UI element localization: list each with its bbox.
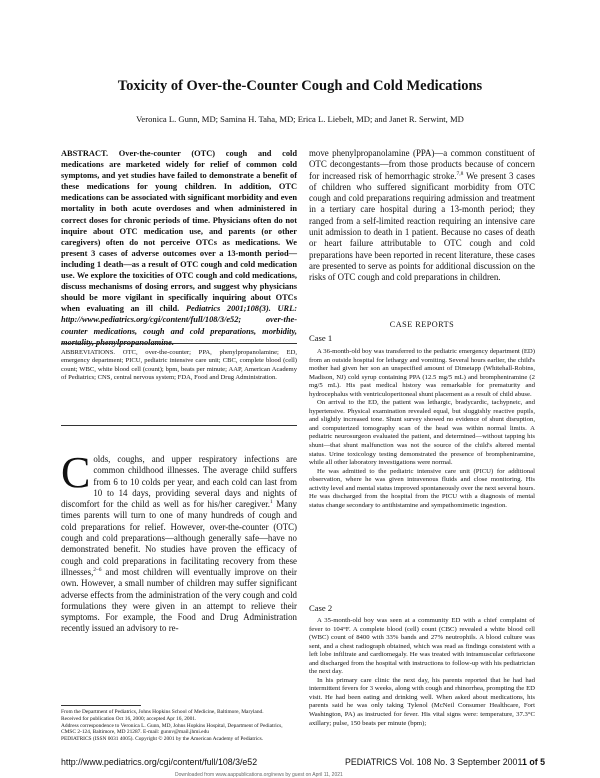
- footer-journal: PEDIATRICS Vol. 108 No. 3 September 2001: [345, 757, 523, 767]
- footnote-copyright: PEDIATRICS (ISSN 0031 4005). Copyright © 2001 by the American Academy of Pediatrics.: [61, 736, 264, 743]
- right-intro-text: move phenylpropanolamine (PPA)—a common constituent of OTC decongestants—from those products because of concern for increased risk of hemorrhagic stroke.: [309, 148, 535, 181]
- case1-body: [309, 348, 535, 510]
- case1-heading: Case 1: [309, 333, 333, 343]
- intro-text-2: Many times parents will turn to one of many hundreds of cough and cold preparations for relief. However, over-the-counter (OTC) cough and cold preparations—although generally safe—have no demonstrated benefit. No studies have proven the efficacy of cough and cold preparations in facilitating recovery from these illnesses,: [61, 499, 297, 577]
- case2-heading: Case 2: [309, 603, 333, 613]
- intro-text-3: and most children will eventually improve on their own. However, a small number of children may suffer significant adverse effects from the administration of the very cough and cold formulations they were given in an attempt to relieve their symptoms. For example, the Food and Drug Administration recently issued an advisory to re-: [61, 566, 297, 634]
- abstract-text: Over-the-counter (OTC) cough and cold medications are marketed widely for relief of common cold symptoms, and yet studies have failed to demonstrate a benefit of these medications for young children. In addition, OTC medications can be associated with significant morbidity and even mortality in both acute overdoses and when administered in correct doses for chronic periods of time. Physicians often do not inquire about OTC medication use, and parents (or other caregivers) often do not perceive OTCs as medications. We present 3 cases of adverse outcomes over a 13-month period—including 1 death—as a result of OTC cough and cold medication use. We explore the toxicities of OTC cough and cold medications, discuss mechanisms of dosing errors, and suggest why physicians should be more vigilant in specifically inquiring about OTCs when evaluating an ill child.: [61, 149, 297, 314]
- case1-paragraph: A 36-month-old boy was transferred to the pediatric emergency department (ED) from an outside hospital for lethargy and vomiting. Several hours earlier, the child's mother had given her son an unspecified amount of Dimetapp (Whitehall-Robins, Madison, NJ) cold syrup containing PPA (12.5 mg/5 mL) and brompheniramine (2 mg/5 mL). His past medical history was remarkable for prematurity and hydrocephalus with ventriculoperitoneal shunt placement as a result of child abuse.: [309, 348, 535, 398]
- author-list: Veronica L. Gunn, MD; Samina H. Taha, MD; Erica L. Liebelt, MD; and Janet R. Serwint, MD: [136, 114, 464, 124]
- footer-page-number: 1 of 5: [522, 757, 545, 767]
- ref-1: 1: [269, 499, 273, 506]
- case2-paragraph: In his primary care clinic the next day, his parents reported that he had had intermittent fevers for 3 weeks, along with cough and rhinorrhea, prompting the ED visit. He had been eating and drinking well. When asked about medications, his parents said he was only taking Tylenol (McNeil Consumer Healthcare, Fort Washington, PA) as instructed for fever. His vital signs were: temperature, 37.3°C axillary; pulse, 150 beats per minute (bpm);: [309, 676, 535, 727]
- footnote-rule: [61, 705, 141, 706]
- section-heading-case-reports: CASE REPORTS: [389, 320, 455, 329]
- footnotes: [61, 709, 297, 743]
- abstract-keywords: over-the-counter medications, cough and cold preparations, morbidity, mortality, phenylpropanolamine.: [61, 315, 297, 347]
- ref-7-8: 7,8: [456, 170, 464, 177]
- intro-text: olds, coughs, and upper respiratory infections are common childhood illnesses. The average child suffers from 6 to 10 colds per year, and each cold can last from 10 to 14 days, providing several days and nights of discomfort for the child as well as for his/her caregiver.: [61, 454, 297, 510]
- abstract-label: ABSTRACT.: [61, 149, 109, 158]
- case2-body: [309, 617, 535, 728]
- footnote-received: Received for publication Oct 16, 2000; accepted Apr 16, 2001.: [61, 715, 197, 722]
- abbreviations: ABBREVIATIONS. OTC, over-the-counter; PPA, phenylpropanolamine; ED, emergency department; PICU, pediatric intensive care unit; CBC, complete blood (cell) count; WBC, white blood cell (count); bpm, beats per minute; AAP, American Academy of Pediatrics; CNS, central nervous system; FDA, Food and Drug Administration.: [61, 349, 297, 382]
- ref-2: 2–6: [93, 567, 102, 573]
- abbreviations-bottom-rule: [61, 425, 297, 426]
- abstract: [61, 148, 297, 348]
- download-watermark: Downloaded from www.aappublications.org/news by guest on April 11, 2021: [175, 772, 343, 778]
- right-intro-text-2: We present 3 cases of children who suffered significant morbidity from OTC cough and cold preparations requiring admission and treatment in a tertiary care hospital during a 13-month period; they ranged from a self-limited reaction requiring an intensive care unit admission to death in 1 patient. Because no cases of death or heart failure attributable to OTC cough and cold preparations have been reported in recent literature, these cases are presented to serve as points for additional discussion on the risks of OTC cough and cold preparations in children.: [309, 170, 536, 283]
- abbreviations-top-rule: [61, 343, 297, 344]
- case2-paragraph: A 35-month-old boy was seen at a community ED with a chief complaint of fever to 104°F. A complete blood (cell) count (CBC) revealed a white blood cell (WBC) count of 8400 with 33% bands and 27% neutrophils. A blood culture was sent, and a chest radiograph obtained, which was read as findings consistent with a left lobe infiltrate and cardiomegaly. He was treated with intramuscular ceftriaxone and discharged from the hospital with instructions to follow-up with his pediatrician the next day.: [309, 617, 535, 676]
- introduction: [61, 448, 297, 635]
- right-intro: [309, 148, 535, 284]
- drop-cap: C: [61, 448, 91, 497]
- case1-paragraph: On arrival to the ED, the patient was lethargic, bradycardic, tachypneic, and hypertensive. Physical examination revealed equal, but sluggishly reactive pupils, and slightly increased tone. Shunt survey showed no evidence of shunt disruption, and computerized tomography scan of the head was within normal limits. A pediatric neurosurgeon evaluated the patient, and determined—without tapping his shunt—that shunt malfunction was not the source of the child's altered mental status. Urine toxicology testing demonstrated the presence of brompheniramine, while all other laboratory investigations were normal.: [309, 399, 535, 467]
- footnote-correspondence: Address correspondence to Veronica L. Gunn, MD, Johns Hopkins Hospital, Department of Pediatrics, CMSC 2-124, Baltimore, MD 21287. E-mail: gunnv@mail.jhmi.edu: [61, 722, 283, 736]
- case1-paragraph: He was admitted to the pediatric intensive care unit (PICU) for additional observation, where he was given intravenous fluids and close monitoring. His activity level and mental status improved spontaneously over the next several hours. He was discharged from the hospital from the PICU with a diagnosis of mental status change secondary to antihistamine and sympathomimetic ingestion.: [309, 467, 535, 509]
- footer-url[interactable]: http://www.pediatrics.org/cgi/content/full/108/3/e52: [61, 757, 258, 767]
- footnote-affiliation: From the Department of Pediatrics, Johns Hopkins School of Medicine, Baltimore, Maryland.: [61, 709, 264, 715]
- article-title: Toxicity of Over-the-Counter Cough and Cold Medications: [117, 78, 483, 94]
- abstract-citation: Pediatrics 2001;108(3). URL: http://www.pediatrics.org/cgi/content/full/108/3/e52;: [61, 304, 297, 325]
